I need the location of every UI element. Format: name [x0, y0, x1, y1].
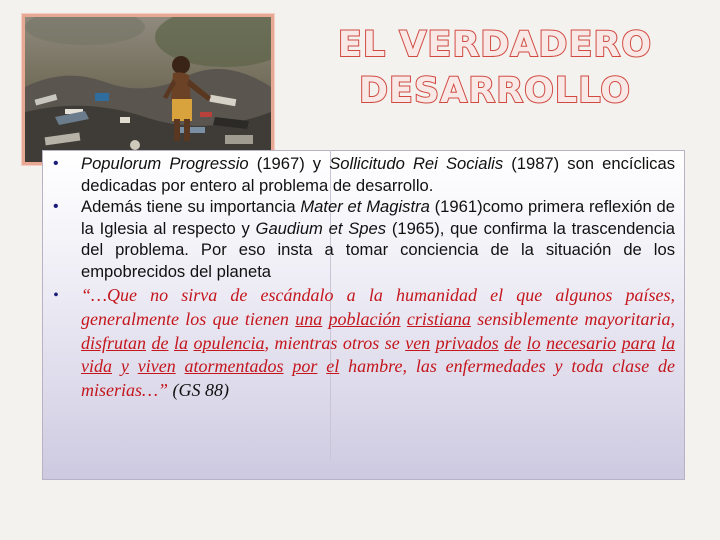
bullet-text: (1965), que confirma la trascendencia del problema. Por eso insta a tomar conciencia de la situación de los empobrecidos del planeta: [81, 218, 675, 281]
underlined-word: para: [621, 332, 656, 353]
encyclical-name: Populorum Progressio: [81, 154, 249, 173]
underlined-word: por: [292, 356, 318, 377]
underlined-word: y: [120, 356, 129, 377]
underlined-word: el: [326, 356, 340, 377]
underlined-word: población: [328, 308, 401, 329]
underlined-word: necesario: [546, 332, 617, 353]
bullet-text: (1961)como primera reflexión de la Iglesia al respecto y: [81, 197, 675, 238]
quote-text: hambre, las enfermedades y toda clase de miserias…”: [81, 356, 676, 401]
underlined-word: opulencia: [193, 332, 265, 353]
quote-text: [176, 356, 185, 376]
underlined-word: privados: [435, 332, 499, 353]
underlined-word: viven: [137, 356, 176, 377]
bullet-item-importance: [50, 196, 675, 282]
underlined-word: disfrutan: [81, 332, 147, 353]
underlined-word: atormentados: [184, 356, 284, 377]
underlined-word: la: [661, 332, 676, 353]
quote-text: “…Que no sirva de escándalo a la humanidad el que algunos países, generalmente los que tienen: [81, 285, 675, 329]
bullet-item-quote: [50, 284, 675, 403]
encyclical-name: Gaudium et Spes: [255, 218, 387, 238]
quote-text: sensiblemente mayoritaria,: [470, 308, 675, 329]
bullet-text: (1967) y: [248, 154, 330, 173]
encyclical-name: Sollicitudo Rei Socialis: [329, 154, 504, 173]
underlined-word: una: [295, 308, 323, 329]
quote-text: [112, 356, 121, 376]
underlined-word: de: [504, 332, 522, 353]
title-line-1: EL VERDADERO: [337, 25, 653, 65]
slide-title: [330, 22, 660, 114]
bullet-text: Además tiene su importancia: [81, 197, 301, 216]
bullet-icon: •: [53, 287, 59, 304]
bullet-text: (1987) son encíclicas dedicadas por entero al problema de desarrollo.: [81, 154, 675, 195]
quote-reference: (GS 88): [172, 380, 230, 401]
bullet-item-encyclicals: [50, 153, 675, 196]
underlined-word: lo: [526, 332, 541, 353]
title-line-2: DESARROLLO: [358, 71, 632, 111]
encyclical-name: Mater et Magistra: [300, 197, 430, 216]
underlined-word: vida: [81, 356, 112, 377]
bullet-icon: •: [53, 198, 59, 215]
quote-text: , mientras otros se: [264, 332, 406, 353]
underlined-word: de: [151, 332, 169, 353]
bullet-list: [50, 153, 675, 403]
quote-text: [317, 356, 326, 376]
underlined-word: la: [173, 332, 188, 353]
underlined-word: ven: [405, 332, 431, 353]
child-in-landfill-photo: [22, 14, 274, 165]
bullet-icon: •: [53, 155, 59, 172]
underlined-word: cristiana: [406, 308, 471, 329]
quote-text: [129, 356, 138, 376]
